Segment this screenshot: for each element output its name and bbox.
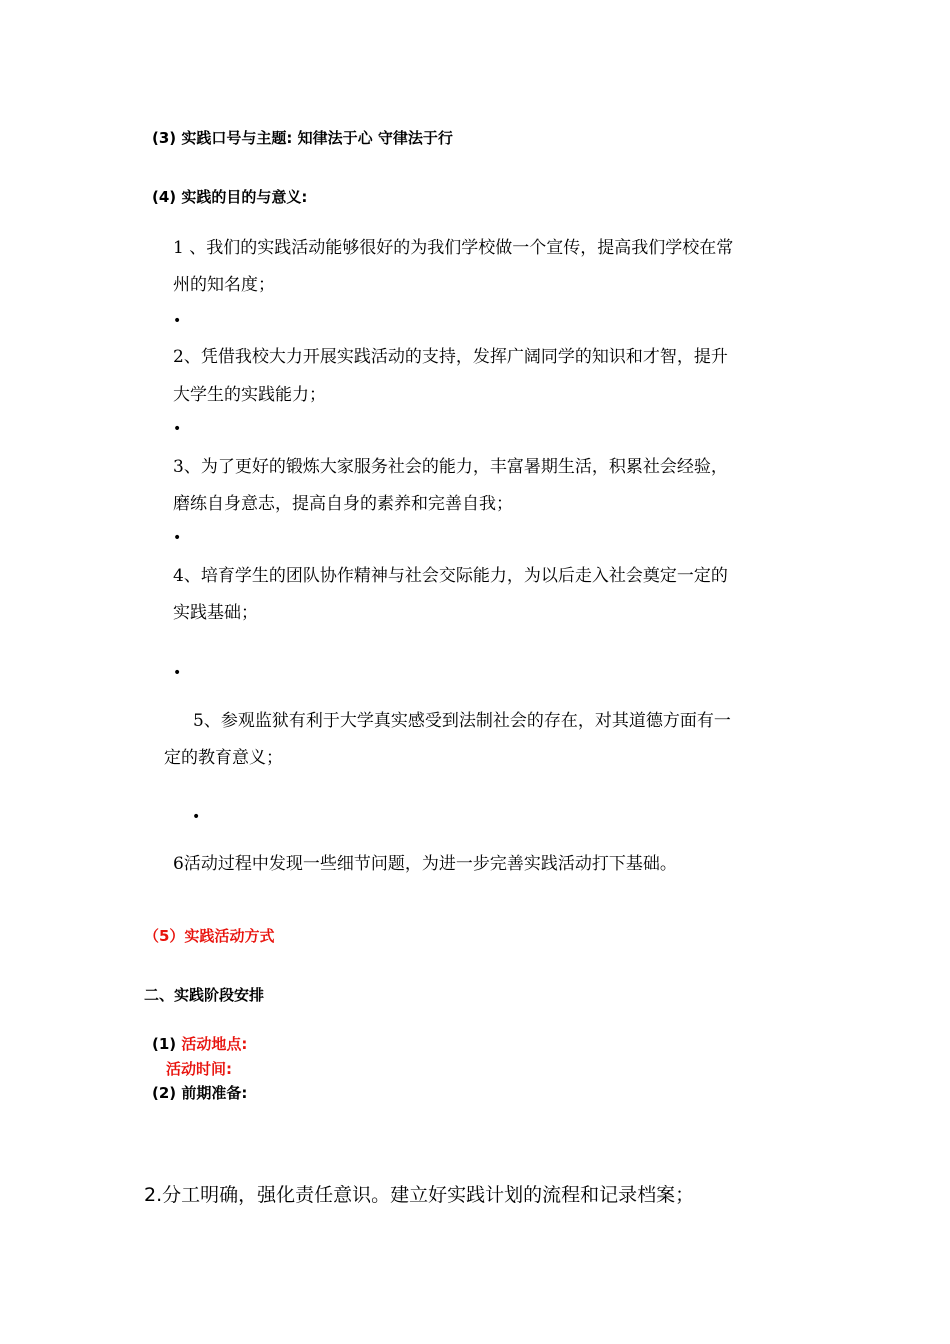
item-2-preparation: (2) 前期准备: [152, 1084, 248, 1102]
purpose-4-line-2: 实践基础； [173, 603, 258, 623]
purpose-1-line-1: 1 、我们的实践活动能够很好的为我们学校做一个宣传，提高我们学校在常 [173, 238, 734, 258]
activity-location-label: 活动地点: [181, 1035, 248, 1053]
activity-time-label: 活动时间: [166, 1060, 232, 1078]
item-1-number: (1) [152, 1035, 177, 1053]
purpose-5-line-1: 5、参观监狱有利于大学真实感受到法制社会的存在，对其道德方面有一 [193, 711, 731, 731]
purpose-6: 6活动过程中发现一些细节问题，为进一步完善实践活动打下基础。 [173, 854, 677, 874]
section-5-heading: （5）实践活动方式 [144, 927, 275, 945]
part-2-heading: 二、实践阶段安排 [144, 986, 265, 1004]
purpose-2-line-1: 2、凭借我校大力开展实践活动的支持，发挥广阔同学的知识和才智，提升 [173, 347, 728, 367]
purpose-4-line-1: 4、培育学生的团队协作精神与社会交际能力，为以后走入社会奠定一定的 [173, 566, 728, 586]
bullet: • [173, 530, 182, 546]
bullet: • [192, 809, 201, 825]
purpose-1-line-2: 州的知名度； [173, 275, 275, 295]
section-3-slogan: (3) 实践口号与主题: 知律法于心 守律法于行 [152, 129, 453, 147]
division-of-labor-text: 2.分工明确，强化责任意识。建立好实践计划的流程和记录档案； [144, 1184, 695, 1206]
purpose-5-line-2: 定的教育意义； [164, 748, 283, 768]
bullet: • [173, 313, 182, 329]
section-4-heading: (4) 实践的目的与意义: [152, 188, 308, 206]
bullet: • [173, 665, 182, 681]
purpose-3-line-2: 磨练自身意志，提高自身的素养和完善自我； [173, 494, 513, 514]
purpose-3-line-1: 3、为了更好的锻炼大家服务社会的能力，丰富暑期生活，积累社会经验， [173, 457, 728, 477]
bullet: • [173, 421, 182, 437]
purpose-2-line-2: 大学生的实践能力； [173, 385, 326, 405]
item-1-row [152, 1034, 247, 1054]
